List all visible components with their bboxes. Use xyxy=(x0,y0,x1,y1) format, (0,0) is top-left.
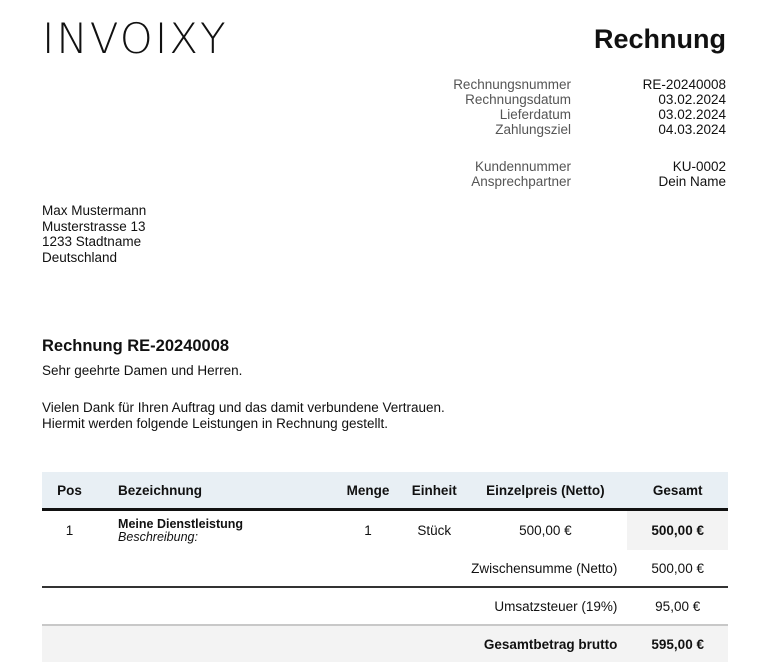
meta-value: Dein Name xyxy=(658,174,726,189)
meta-label: Rechnungsdatum xyxy=(465,92,571,107)
meta-row-customer-number xyxy=(421,159,726,174)
meta-label: Kundennummer xyxy=(474,159,571,174)
item-name: Meine Dienstleistung xyxy=(118,516,244,531)
tax-row xyxy=(42,587,728,625)
table-row xyxy=(42,510,728,551)
meta-row-due-date xyxy=(421,122,726,137)
meta-row-invoice-date xyxy=(421,92,726,107)
intro-line: Hiermit werden folgende Leistungen in Rechnung gestellt. xyxy=(42,416,388,431)
line-items-table xyxy=(42,472,728,662)
intro-line: Vielen Dank für Ihren Auftrag und das damit verbundene Vertrauen. xyxy=(42,400,445,415)
meta-value: RE-20240008 xyxy=(642,77,726,92)
column-header-total: Gesamt xyxy=(627,472,728,510)
column-header-unit-price: Einzelpreis (Netto) xyxy=(463,472,627,510)
grand-total-label: Gesamtbetrag brutto xyxy=(42,625,627,662)
column-header-description: Bezeichnung xyxy=(97,472,331,510)
meta-spacer xyxy=(421,137,726,159)
company-logo: INVOIXY xyxy=(42,14,228,63)
subtotal-value: 500,00 € xyxy=(627,550,728,587)
meta-label: Lieferdatum xyxy=(499,107,571,122)
recipient-street: Musterstrasse 13 xyxy=(42,218,146,234)
item-description: Beschreibung: xyxy=(118,529,198,544)
recipient-country: Deutschland xyxy=(42,249,118,265)
meta-label: Rechnungsnummer xyxy=(453,77,571,92)
recipient-city: 1233 Stadtname xyxy=(42,234,142,249)
meta-label: Zahlungsziel xyxy=(495,122,571,137)
invoice-subject: Rechnung RE-20240008 xyxy=(42,337,230,355)
intro-text xyxy=(42,400,445,432)
tax-label: Umsatzsteuer (19%) xyxy=(42,587,627,625)
invoice-meta xyxy=(421,77,726,189)
subtotal-label: Zwischensumme (Netto) xyxy=(42,550,627,587)
item-unit: Stück xyxy=(417,523,452,538)
meta-row-invoice-number xyxy=(421,77,726,92)
greeting-text: Sehr geehrte Damen und Herren. xyxy=(42,363,243,378)
meta-row-delivery-date xyxy=(421,107,726,122)
item-quantity: 1 xyxy=(364,523,372,538)
tax-value: 95,00 € xyxy=(627,587,728,625)
grand-total-row xyxy=(42,625,728,662)
subtotal-row xyxy=(42,550,728,587)
item-total: 500,00 € xyxy=(627,510,728,551)
column-header-unit: Einheit xyxy=(405,472,463,510)
grand-total-value: 595,00 € xyxy=(627,625,728,662)
item-description-cell xyxy=(97,510,331,551)
document-title: Rechnung xyxy=(594,24,726,54)
item-unit-price: 500,00 € xyxy=(519,523,572,538)
meta-label: Ansprechpartner xyxy=(471,174,571,189)
meta-value: 03.02.2024 xyxy=(658,107,726,122)
meta-value: 03.02.2024 xyxy=(658,92,726,107)
meta-row-contact xyxy=(421,174,726,189)
recipient-address xyxy=(42,203,146,265)
table-header-row xyxy=(42,472,728,510)
column-header-pos: Pos xyxy=(42,472,97,510)
meta-value: KU-0002 xyxy=(672,159,726,174)
column-header-quantity: Menge xyxy=(331,472,405,510)
recipient-name: Max Mustermann xyxy=(42,203,147,218)
meta-value: 04.03.2024 xyxy=(658,122,726,137)
item-pos: 1 xyxy=(65,523,74,538)
